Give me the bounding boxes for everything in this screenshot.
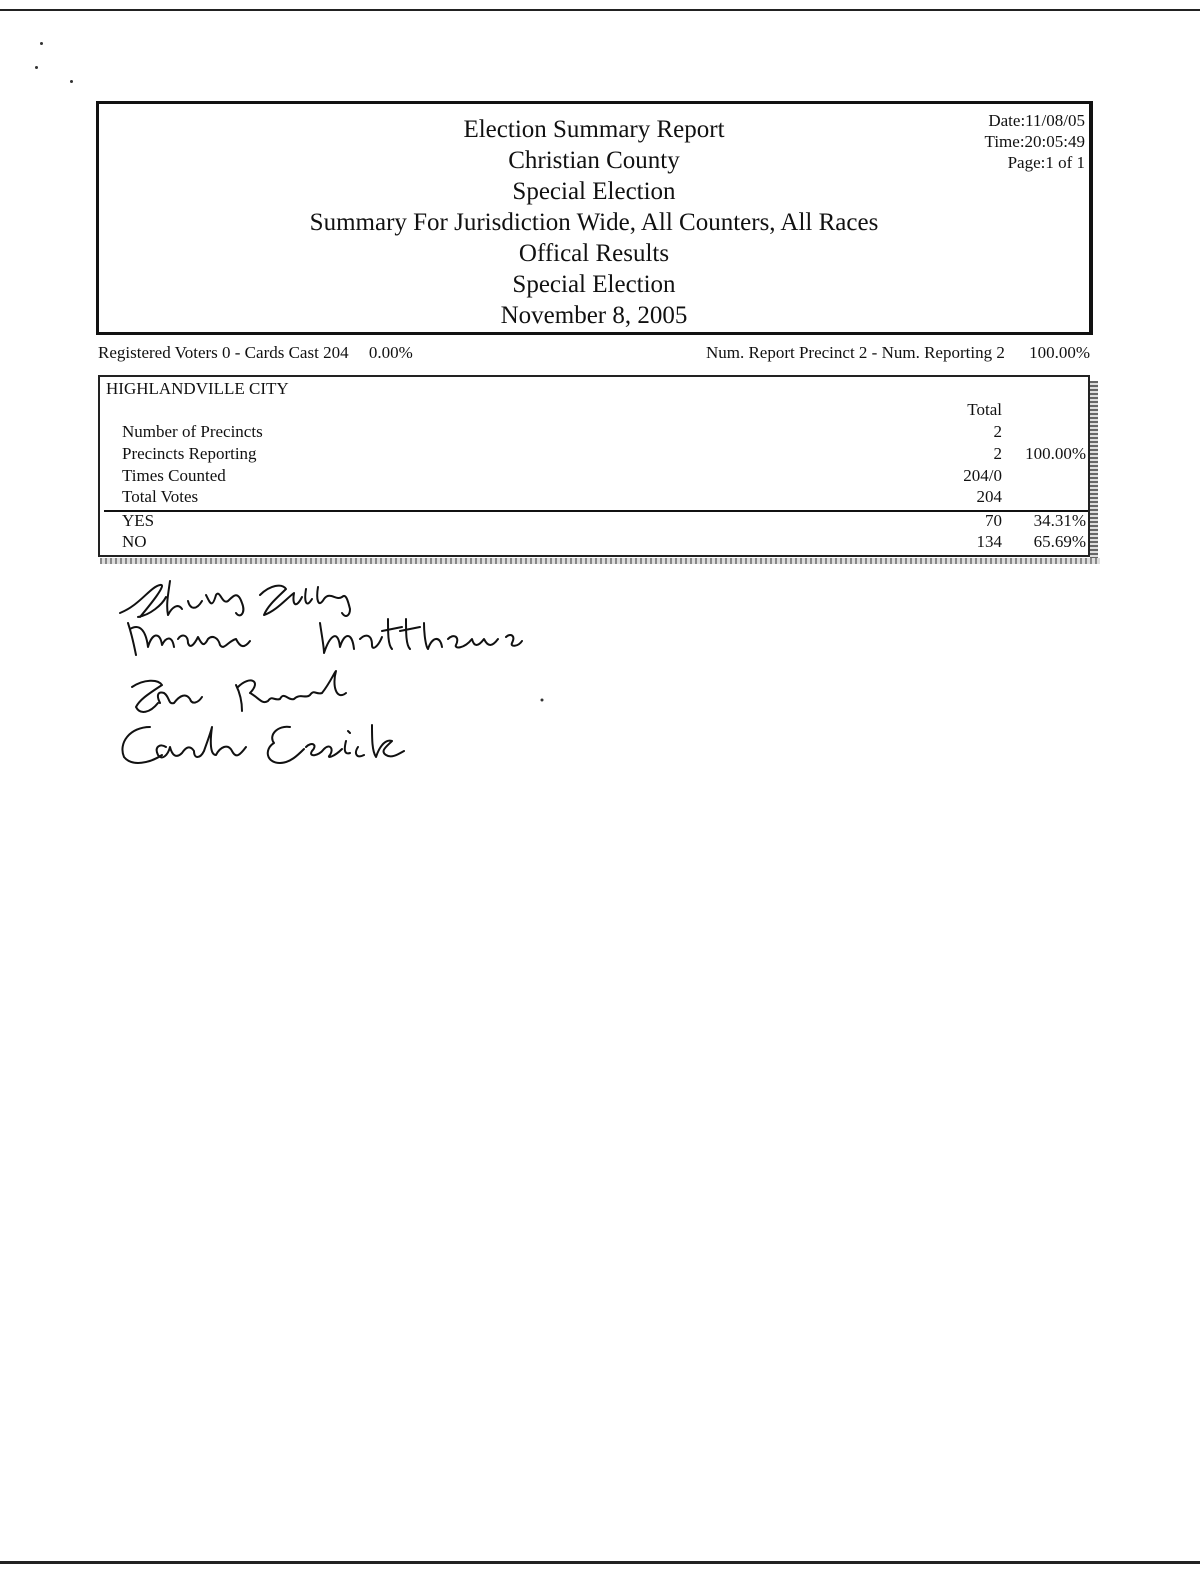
stat-row — [100, 422, 1088, 444]
choice-votes: 70 — [985, 511, 1002, 530]
election-date: November 8, 2005 — [500, 302, 688, 329]
report-header-box — [96, 101, 1093, 335]
signature-carla-essick — [122, 725, 404, 763]
jurisdiction-results-box — [98, 375, 1090, 557]
stat-row — [100, 444, 1088, 466]
choice-label: YES — [122, 511, 155, 530]
county-name: Christian County — [508, 147, 680, 174]
stat-label: Total Votes — [122, 487, 199, 506]
bottom-border-line — [0, 1561, 1200, 1564]
total-column-header: Total — [967, 400, 1002, 419]
report-page: Page:1 of 1 — [1007, 153, 1085, 172]
registered-voters-pct: 0.00% — [368, 343, 413, 362]
report-title: Election Summary Report — [463, 116, 725, 143]
stat-value: 2 — [993, 444, 1002, 463]
stat-pct: 100.00% — [1025, 444, 1086, 463]
scan-speck — [35, 66, 38, 69]
stat-value: 204 — [976, 487, 1002, 506]
stat-label: Precincts Reporting — [122, 444, 257, 463]
registered-voters-text: Registered Voters 0 - Cards Cast 204 — [98, 343, 349, 362]
report-meta — [985, 110, 1085, 173]
scan-speck — [40, 42, 43, 45]
choice-row — [100, 532, 1088, 554]
choice-votes: 134 — [976, 532, 1002, 551]
choice-pct: 34.31% — [1033, 511, 1086, 530]
stat-row — [100, 466, 1088, 488]
results-status: Offical Results — [518, 240, 670, 267]
scan-edge-shading — [1090, 381, 1098, 559]
election-type: Special Election — [512, 178, 676, 205]
top-border-line — [0, 9, 1200, 11]
report-title-block — [99, 114, 1089, 331]
signature-shirley-little — [120, 581, 350, 617]
signature-lisa-russell — [132, 671, 346, 712]
choice-label: NO — [122, 532, 147, 551]
choice-row — [100, 511, 1088, 533]
signature-drawing — [110, 575, 550, 775]
choice-pct: 65.69% — [1033, 532, 1086, 551]
scan-edge-shading — [100, 558, 1100, 564]
jurisdiction-name: HIGHLANDVILLE CITY — [106, 379, 289, 398]
stat-value: 2 — [993, 422, 1002, 441]
stat-row — [100, 487, 1088, 509]
summary-scope: Summary For Jurisdiction Wide, All Counters, All Races — [309, 209, 879, 236]
report-date: Date:11/08/05 — [988, 111, 1085, 130]
precincts-summary-pct: 100.00% — [1029, 343, 1090, 362]
ink-dot — [541, 699, 544, 702]
stat-label: Number of Precincts — [122, 422, 263, 441]
precincts-summary — [706, 343, 1090, 363]
report-time: Time:20:05:49 — [984, 132, 1085, 151]
stat-value: 204/0 — [963, 466, 1002, 485]
handwritten-signatures — [110, 575, 550, 775]
precincts-summary-text: Num. Report Precinct 2 - Num. Reporting 2 — [705, 343, 1005, 362]
election-type-repeat: Special Election — [512, 271, 676, 298]
stat-label: Times Counted — [122, 466, 226, 485]
scan-speck — [70, 80, 73, 83]
signature-marian-matthews — [128, 619, 522, 655]
registered-voters-summary — [98, 343, 413, 363]
